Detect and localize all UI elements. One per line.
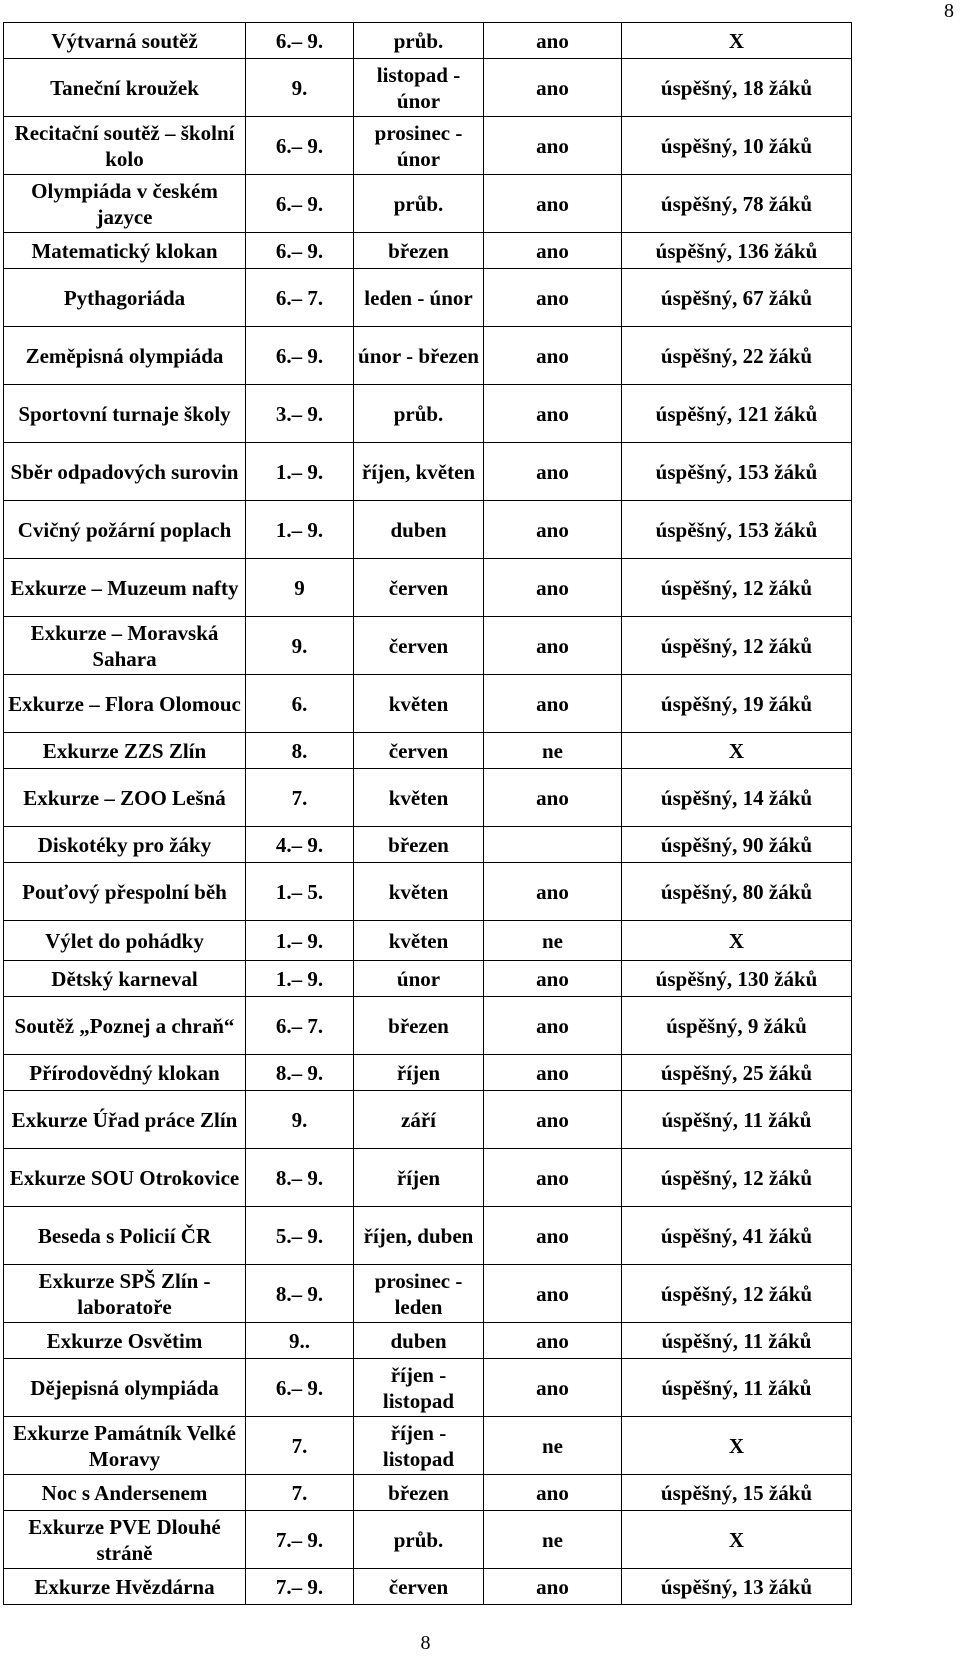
activity-name-cell: Soutěž „Poznej a chraň“ <box>4 997 246 1055</box>
grade-cell: 6.– 9. <box>246 327 354 385</box>
term-cell: říjen - listopad <box>354 1359 484 1417</box>
term-cell: duben <box>354 501 484 559</box>
activity-name-cell: Noc s Andersenem <box>4 1475 246 1511</box>
result-cell: X <box>622 1417 852 1475</box>
grade-cell: 3.– 9. <box>246 385 354 443</box>
completed-cell: ano <box>484 269 622 327</box>
term-cell: duben <box>354 1323 484 1359</box>
completed-cell: ano <box>484 961 622 997</box>
activity-name-cell: Exkurze Osvětim <box>4 1323 246 1359</box>
completed-cell: ne <box>484 1511 622 1569</box>
result-cell: úspěšný, 153 žáků <box>622 443 852 501</box>
result-cell: úspěšný, 19 žáků <box>622 675 852 733</box>
completed-cell: ano <box>484 863 622 921</box>
result-cell: úspěšný, 11 žáků <box>622 1359 852 1417</box>
result-cell: úspěšný, 25 žáků <box>622 1055 852 1091</box>
term-cell: březen <box>354 233 484 269</box>
table-row <box>4 501 852 559</box>
term-cell: listopad - únor <box>354 59 484 117</box>
result-cell: X <box>622 23 852 59</box>
grade-cell: 8.– 9. <box>246 1149 354 1207</box>
result-cell: X <box>622 733 852 769</box>
grade-cell: 1.– 9. <box>246 443 354 501</box>
table-row <box>4 1323 852 1359</box>
table-row <box>4 769 852 827</box>
completed-cell: ano <box>484 1207 622 1265</box>
grade-cell: 9.. <box>246 1323 354 1359</box>
table-row <box>4 385 852 443</box>
term-cell: říjen - listopad <box>354 1417 484 1475</box>
activity-name-cell: Exkurze SPŠ Zlín - laboratoře <box>4 1265 246 1323</box>
completed-cell: ano <box>484 559 622 617</box>
term-cell: červen <box>354 617 484 675</box>
activity-name-cell: Dějepisná olympiáda <box>4 1359 246 1417</box>
term-cell: prosinec - leden <box>354 1265 484 1323</box>
completed-cell: ano <box>484 1149 622 1207</box>
activity-name-cell: Exkurze SOU Otrokovice <box>4 1149 246 1207</box>
result-cell: úspěšný, 67 žáků <box>622 269 852 327</box>
table-row <box>4 1359 852 1417</box>
result-cell: úspěšný, 153 žáků <box>622 501 852 559</box>
activity-name-cell: Cvičný požární poplach <box>4 501 246 559</box>
activity-name-cell: Dětský karneval <box>4 961 246 997</box>
result-cell: úspěšný, 22 žáků <box>622 327 852 385</box>
completed-cell: ano <box>484 617 622 675</box>
grade-cell: 6.– 9. <box>246 1359 354 1417</box>
table-row <box>4 175 852 233</box>
result-cell: úspěšný, 9 žáků <box>622 997 852 1055</box>
table-row <box>4 327 852 385</box>
activity-name-cell: Pouťový přespolní běh <box>4 863 246 921</box>
grade-cell: 9. <box>246 59 354 117</box>
term-cell: červen <box>354 559 484 617</box>
grade-cell: 6.– 7. <box>246 269 354 327</box>
result-cell: úspěšný, 12 žáků <box>622 1265 852 1323</box>
activity-name-cell: Taneční kroužek <box>4 59 246 117</box>
result-cell: X <box>622 921 852 961</box>
term-cell: průb. <box>354 1511 484 1569</box>
completed-cell <box>484 827 622 863</box>
activity-name-cell: Exkurze Památník Velké Moravy <box>4 1417 246 1475</box>
activity-name-cell: Matematický klokan <box>4 233 246 269</box>
table-row <box>4 59 852 117</box>
table-row <box>4 827 852 863</box>
grade-cell: 6. <box>246 675 354 733</box>
grade-cell: 1.– 9. <box>246 921 354 961</box>
activity-name-cell: Olympiáda v českém jazyce <box>4 175 246 233</box>
term-cell: říjen, květen <box>354 443 484 501</box>
activities-table-body <box>4 23 852 1605</box>
activity-name-cell: Exkurze – Moravská Sahara <box>4 617 246 675</box>
result-cell: úspěšný, 121 žáků <box>622 385 852 443</box>
grade-cell: 8. <box>246 733 354 769</box>
table-row <box>4 1055 852 1091</box>
table-row <box>4 117 852 175</box>
activity-name-cell: Diskotéky pro žáky <box>4 827 246 863</box>
grade-cell: 8.– 9. <box>246 1265 354 1323</box>
term-cell: květen <box>354 921 484 961</box>
result-cell: úspěšný, 90 žáků <box>622 827 852 863</box>
grade-cell: 6.– 9. <box>246 233 354 269</box>
activities-table <box>3 22 852 1605</box>
table-row <box>4 921 852 961</box>
grade-cell: 7. <box>246 1417 354 1475</box>
table-row <box>4 233 852 269</box>
result-cell: úspěšný, 10 žáků <box>622 117 852 175</box>
completed-cell: ano <box>484 23 622 59</box>
grade-cell: 6.– 9. <box>246 23 354 59</box>
result-cell: úspěšný, 11 žáků <box>622 1091 852 1149</box>
term-cell: průb. <box>354 23 484 59</box>
result-cell: úspěšný, 11 žáků <box>622 1323 852 1359</box>
term-cell: říjen <box>354 1055 484 1091</box>
grade-cell: 4.– 9. <box>246 827 354 863</box>
term-cell: říjen <box>354 1149 484 1207</box>
term-cell: průb. <box>354 385 484 443</box>
grade-cell: 7. <box>246 769 354 827</box>
grade-cell: 7. <box>246 1475 354 1511</box>
term-cell: květen <box>354 675 484 733</box>
page-number-top: 8 <box>944 0 954 22</box>
term-cell: červen <box>354 733 484 769</box>
result-cell: úspěšný, 13 žáků <box>622 1569 852 1605</box>
result-cell: úspěšný, 136 žáků <box>622 233 852 269</box>
completed-cell: ano <box>484 385 622 443</box>
completed-cell: ano <box>484 1265 622 1323</box>
completed-cell: ne <box>484 1417 622 1475</box>
activity-name-cell: Výlet do pohádky <box>4 921 246 961</box>
table-row <box>4 863 852 921</box>
activity-name-cell: Výtvarná soutěž <box>4 23 246 59</box>
completed-cell: ano <box>484 675 622 733</box>
grade-cell: 5.– 9. <box>246 1207 354 1265</box>
table-row <box>4 443 852 501</box>
table-row <box>4 1265 852 1323</box>
activity-name-cell: Přírodovědný klokan <box>4 1055 246 1091</box>
result-cell: úspěšný, 130 žáků <box>622 961 852 997</box>
grade-cell: 9 <box>246 559 354 617</box>
result-cell: úspěšný, 78 žáků <box>622 175 852 233</box>
completed-cell: ano <box>484 1091 622 1149</box>
grade-cell: 9. <box>246 1091 354 1149</box>
grade-cell: 6.– 9. <box>246 175 354 233</box>
activity-name-cell: Exkurze Hvězdárna <box>4 1569 246 1605</box>
table-row <box>4 1475 852 1511</box>
activity-name-cell: Exkurze – ZOO Lešná <box>4 769 246 827</box>
term-cell: květen <box>354 863 484 921</box>
activity-name-cell: Sběr odpadových surovin <box>4 443 246 501</box>
table-row <box>4 1569 852 1605</box>
activity-name-cell: Sportovní turnaje školy <box>4 385 246 443</box>
table-row <box>4 1417 852 1475</box>
table-row <box>4 675 852 733</box>
completed-cell: ne <box>484 733 622 769</box>
term-cell: září <box>354 1091 484 1149</box>
completed-cell: ano <box>484 1055 622 1091</box>
grade-cell: 8.– 9. <box>246 1055 354 1091</box>
grade-cell: 1.– 9. <box>246 501 354 559</box>
table-row <box>4 997 852 1055</box>
completed-cell: ano <box>484 501 622 559</box>
table-row <box>4 733 852 769</box>
grade-cell: 9. <box>246 617 354 675</box>
term-cell: květen <box>354 769 484 827</box>
completed-cell: ano <box>484 997 622 1055</box>
activity-name-cell: Zeměpisná olympiáda <box>4 327 246 385</box>
table-row <box>4 1091 852 1149</box>
result-cell: úspěšný, 41 žáků <box>622 1207 852 1265</box>
result-cell: úspěšný, 14 žáků <box>622 769 852 827</box>
table-row <box>4 961 852 997</box>
completed-cell: ano <box>484 1475 622 1511</box>
table-row <box>4 269 852 327</box>
completed-cell: ano <box>484 1359 622 1417</box>
completed-cell: ano <box>484 59 622 117</box>
completed-cell: ano <box>484 1323 622 1359</box>
completed-cell: ano <box>484 1569 622 1605</box>
grade-cell: 7.– 9. <box>246 1511 354 1569</box>
page-number-bottom: 8 <box>420 1632 431 1654</box>
table-row <box>4 23 852 59</box>
term-cell: únor - březen <box>354 327 484 385</box>
table-row <box>4 1511 852 1569</box>
result-cell: úspěšný, 80 žáků <box>622 863 852 921</box>
completed-cell: ano <box>484 175 622 233</box>
grade-cell: 7.– 9. <box>246 1569 354 1605</box>
activity-name-cell: Exkurze – Flora Olomouc <box>4 675 246 733</box>
term-cell: průb. <box>354 175 484 233</box>
term-cell: březen <box>354 1475 484 1511</box>
grade-cell: 1.– 5. <box>246 863 354 921</box>
activity-name-cell: Beseda s Policií ČR <box>4 1207 246 1265</box>
term-cell: únor <box>354 961 484 997</box>
term-cell: březen <box>354 997 484 1055</box>
activity-name-cell: Pythagoriáda <box>4 269 246 327</box>
grade-cell: 1.– 9. <box>246 961 354 997</box>
table-row <box>4 559 852 617</box>
activity-name-cell: Exkurze Úřad práce Zlín <box>4 1091 246 1149</box>
result-cell: úspěšný, 15 žáků <box>622 1475 852 1511</box>
result-cell: úspěšný, 12 žáků <box>622 1149 852 1207</box>
activity-name-cell: Exkurze – Muzeum nafty <box>4 559 246 617</box>
activity-name-cell: Exkurze ZZS Zlín <box>4 733 246 769</box>
completed-cell: ne <box>484 921 622 961</box>
term-cell: březen <box>354 827 484 863</box>
completed-cell: ano <box>484 117 622 175</box>
activity-name-cell: Exkurze PVE Dlouhé stráně <box>4 1511 246 1569</box>
completed-cell: ano <box>484 327 622 385</box>
table-row <box>4 1207 852 1265</box>
result-cell: úspěšný, 18 žáků <box>622 59 852 117</box>
result-cell: úspěšný, 12 žáků <box>622 559 852 617</box>
activity-name-cell: Recitační soutěž – školní kolo <box>4 117 246 175</box>
table-row <box>4 1149 852 1207</box>
term-cell: prosinec - únor <box>354 117 484 175</box>
term-cell: červen <box>354 1569 484 1605</box>
result-cell: úspěšný, 12 žáků <box>622 617 852 675</box>
grade-cell: 6.– 9. <box>246 117 354 175</box>
result-cell: X <box>622 1511 852 1569</box>
term-cell: říjen, duben <box>354 1207 484 1265</box>
term-cell: leden - únor <box>354 269 484 327</box>
table-row <box>4 617 852 675</box>
completed-cell: ano <box>484 769 622 827</box>
completed-cell: ano <box>484 443 622 501</box>
completed-cell: ano <box>484 233 622 269</box>
grade-cell: 6.– 7. <box>246 997 354 1055</box>
